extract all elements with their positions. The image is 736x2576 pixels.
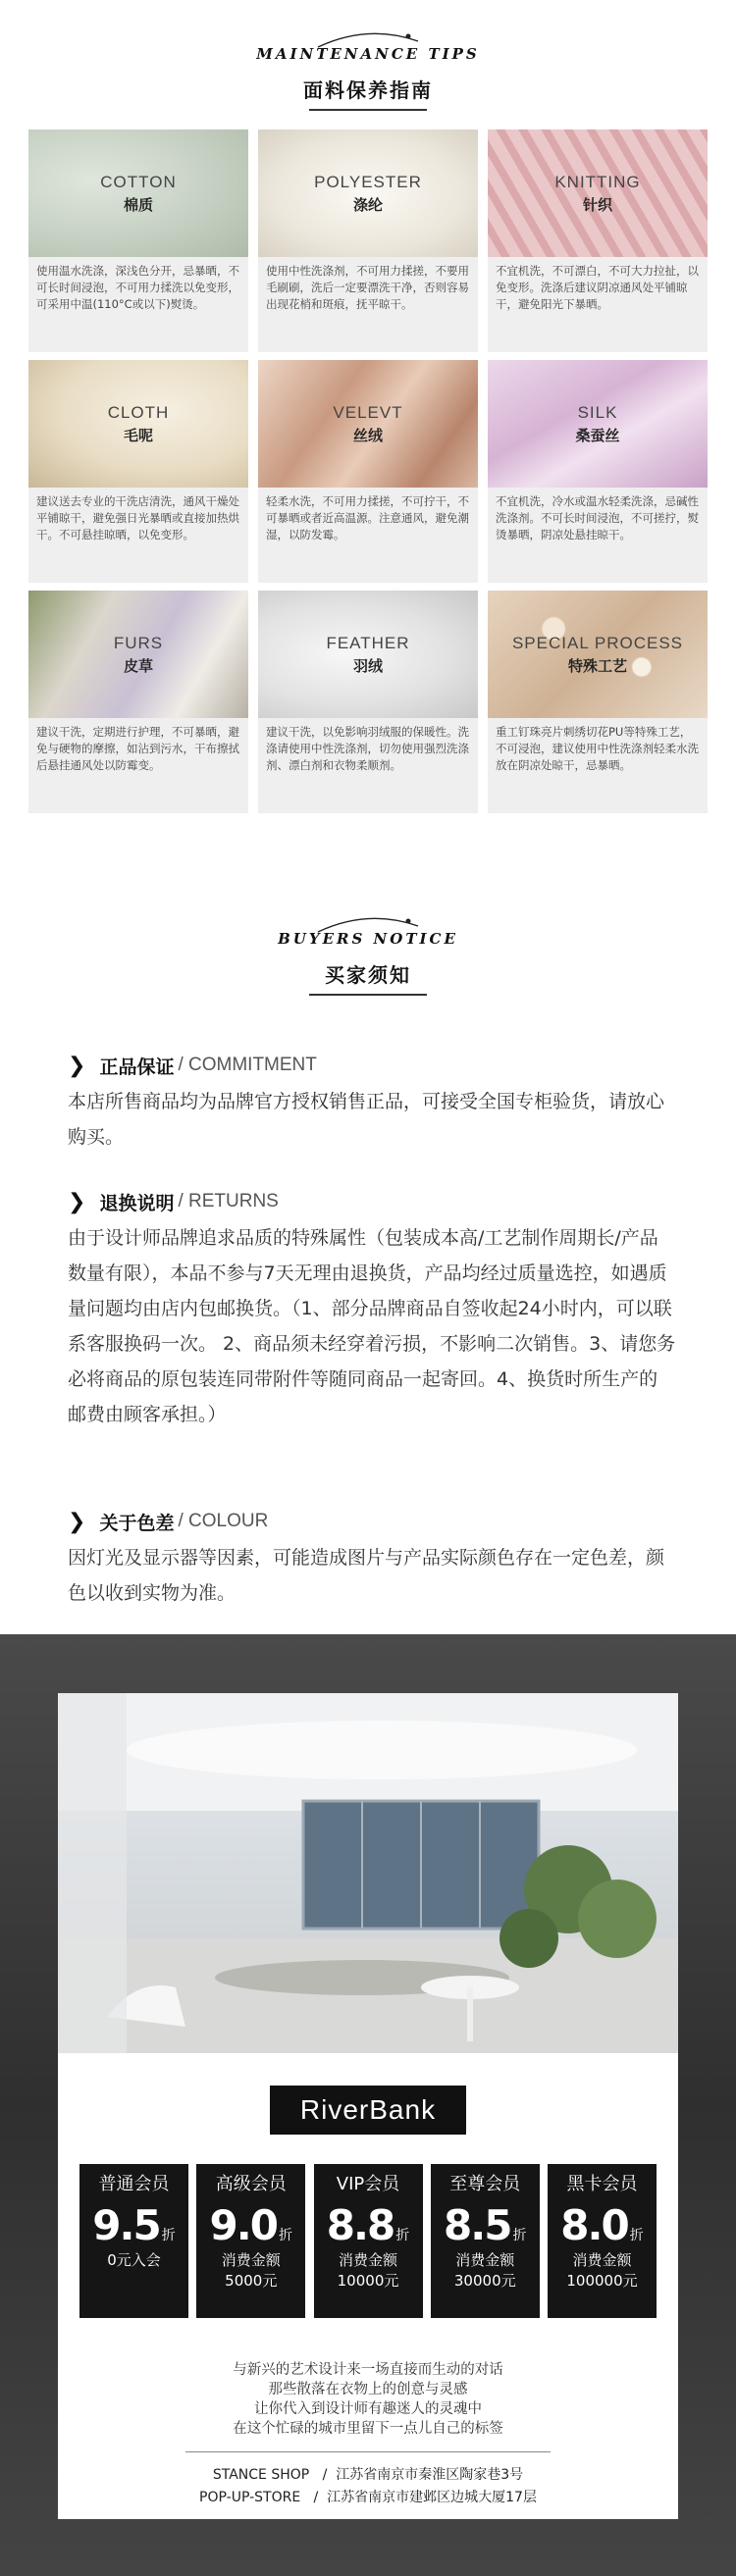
- fabric-cn-name: 羽绒: [352, 656, 383, 675]
- notice-heading-en: / COLOUR: [178, 1511, 269, 1531]
- notice-cn-title: 买家须知: [325, 963, 411, 987]
- fabric-grid: [28, 129, 708, 813]
- fabric-cn-name: 皮草: [123, 656, 153, 675]
- tier-condition: 消费金额: [455, 2251, 515, 2269]
- notice-title-block: [0, 930, 736, 996]
- store-panel: [58, 1693, 678, 2519]
- fabric-en-name: FURS: [113, 633, 164, 652]
- tier-discount-unit: 折: [278, 2228, 292, 2243]
- interior-illustration: [58, 1693, 678, 2053]
- fabric-en-name: VELEVT: [333, 402, 403, 422]
- tier-condition-amount: 100000元: [566, 2272, 638, 2290]
- tier-name: 普通会员: [98, 2174, 170, 2194]
- fabric-cn-name: 桑蚕丝: [575, 426, 620, 444]
- maintenance-header: [0, 45, 736, 111]
- fabric-care-text: 使用中性洗涤剂，不可用力揉搓，不要用毛刷刷，洗后一定要漂洗干净，否则容易出现花梢和斑痕，抚平晾干。: [258, 257, 478, 352]
- title-underline: [309, 109, 427, 111]
- tier-discount-unit: 折: [161, 2228, 176, 2243]
- fabric-card-silk: [488, 360, 708, 583]
- tier-discount-wrap: [314, 2201, 423, 2249]
- notice-body: 本店所售商品均为品牌官方授权销售正品，可接受全国专柜验货，请放心购买。: [68, 1091, 665, 1148]
- fabric-care-text: 建议送去专业的干洗店清洗，通风干燥处平铺晾干，避免强日光暴晒或直接加热烘干。不可悬挂晾晒，以免变形。: [28, 488, 248, 583]
- tier-discount: 9.0: [209, 2201, 277, 2249]
- fabric-cn-name: 涤纶: [352, 195, 383, 214]
- fabric-card-velvet: [258, 360, 478, 583]
- tier-discount: 8.5: [444, 2201, 511, 2249]
- fabric-cn-name: 特殊工艺: [567, 656, 627, 675]
- fabric-card-feather: [258, 591, 478, 813]
- fabric-en-name: SILK: [577, 402, 618, 422]
- fabric-care-text: 轻柔水洗，不可用力揉搓，不可拧干，不可暴晒或者近高温源。注意通风，避免潮湿，以防发霉。: [258, 488, 478, 583]
- fabric-swatch: [488, 591, 708, 718]
- tier-name: 至尊会员: [449, 2174, 521, 2194]
- address-line: STANCE SHOP / 江苏省南京市秦淮区陶家巷3号: [212, 2467, 524, 2483]
- notice-body: 由于设计师品牌追求品质的特殊属性（包装成本高/工艺制作周期长/产品 数量有限），本品不参与7天无理由退换货，产品均经过质量选控，如遇质量问题均由店内包邮换货。（1、部分品牌商品自签收起24小时内，可以联系客服换码一次。 2、商品须未经穿着污损，不影响二次销售。3、请您务必将商品的原包装连同带附件等随同商品一起寄回。4、换货时所生产的邮费由顾客承担。）: [68, 1227, 676, 1425]
- tier-card: [79, 2164, 188, 2318]
- fabric-card-special-process: [488, 591, 708, 813]
- fabric-en-name: SPECIAL PROCESS: [511, 633, 684, 652]
- fabric-en-name: CLOTH: [107, 402, 170, 422]
- tier-condition: 消费金额: [221, 2251, 281, 2269]
- notice-heading-cn: 正品保证: [99, 1056, 175, 1078]
- maintenance-cn-title: 面料保养指南: [303, 78, 433, 102]
- slogan-line: 在这个忙碌的城市里留下一点儿自己的标签: [233, 2421, 503, 2437]
- title-underline: [309, 994, 427, 996]
- fabric-swatch: [28, 360, 248, 488]
- notice-commitment: [68, 1051, 676, 1155]
- notice-heading-cn: 关于色差: [99, 1512, 175, 1534]
- fabric-care-text: 不宜机洗，冷水或温水轻柔洗涤，忌碱性洗涤剂。不可长时间浸泡，不可搓拧，熨烫暴晒，阴凉处悬挂晾干。: [488, 488, 708, 583]
- fabric-swatch: [258, 360, 478, 488]
- fabric-swatch: [258, 591, 478, 718]
- swoosh-decoration-icon: [314, 27, 422, 51]
- maintenance-en-title: MAINTENANCE TIPS: [256, 45, 480, 63]
- slogan-line: 让你代入到设计师有趣迷人的灵魂中: [254, 2401, 482, 2417]
- notice-body: 因灯光及显示器等因素，可能造成图片与产品实际颜色存在一定色差，颜色以收到实物为准。: [68, 1547, 665, 1604]
- notice-heading-en: / COMMITMENT: [178, 1055, 317, 1075]
- tier-discount-unit: 折: [395, 2228, 410, 2243]
- fabric-cn-name: 针织: [582, 195, 612, 214]
- tier-discount: 9.5: [92, 2201, 160, 2249]
- swoosh-decoration-icon: [314, 912, 422, 936]
- tier-condition-amount: 5000元: [225, 2272, 278, 2290]
- maintenance-section: [0, 45, 736, 111]
- address-line: POP-UP-STORE / 江苏省南京市建邺区边城大厦17层: [199, 2490, 537, 2505]
- fabric-en-name: POLYESTER: [314, 172, 422, 191]
- fabric-cn-name: 棉质: [123, 195, 153, 214]
- notice-heading: [68, 1507, 676, 1536]
- fabric-care-text: 重工钉珠亮片刺绣切花PU等特殊工艺，不可浸泡，建议使用中性洗涤剂轻柔水洗放在阴凉处晾干，忌暴晒。: [488, 718, 708, 813]
- notice-returns: [68, 1187, 676, 1432]
- tier-discount-wrap: [431, 2201, 540, 2249]
- tier-discount-wrap: [79, 2201, 188, 2249]
- fabric-swatch: [488, 360, 708, 488]
- tier-card: [196, 2164, 305, 2318]
- fabric-card-furs: [28, 591, 248, 813]
- store-addresses: [58, 2464, 678, 2509]
- tier-condition-amount: 30000元: [453, 2272, 516, 2290]
- notice-colour: [68, 1507, 676, 1611]
- divider: [185, 2451, 551, 2452]
- notice-heading-cn: 退换说明: [99, 1192, 175, 1214]
- fabric-care-text: 使用温水洗涤，深浅色分开，忌暴晒，不可长时间浸泡，不可用力揉洗以免变形，可采用中温(110°C或以下)熨烫。: [28, 257, 248, 352]
- chevron-right-icon: ❯: [68, 1053, 86, 1078]
- tier-name: VIP会员: [336, 2174, 400, 2194]
- fabric-en-name: KNITTING: [554, 172, 641, 191]
- fabric-swatch: [488, 129, 708, 257]
- tier-condition: 消费金额: [572, 2251, 632, 2269]
- buyers-notice-header: [0, 930, 736, 996]
- tier-discount-unit: 折: [629, 2228, 644, 2243]
- fabric-swatch: [28, 129, 248, 257]
- fabric-care-text: 建议干洗，定期进行护理，不可暴晒，避免与硬物的摩擦，如沾到污水，干布擦拭后悬挂通风处以防霉变。: [28, 718, 248, 813]
- membership-tiers: [79, 2164, 657, 2321]
- tier-discount: 8.0: [560, 2201, 628, 2249]
- tier-condition: 消费金额: [338, 2251, 397, 2269]
- tier-condition-amount: 10000元: [337, 2272, 399, 2290]
- slogan-line: 那些散落在衣物上的创意与灵感: [268, 2382, 468, 2397]
- fabric-care-text: 建议干洗，以免影响羽绒服的保暖性。洗涤请使用中性洗涤剂，切勿使用强烈洗涤剂、漂白剂和衣物柔顺剂。: [258, 718, 478, 813]
- store-section: [0, 1634, 736, 2576]
- fabric-care-text: 不宜机洗，不可漂白，不可大力拉扯，以免变形。洗涤后建议阴凉通风处平铺晾干，避免阳光下暴晒。: [488, 257, 708, 352]
- fabric-cn-name: 丝绒: [352, 426, 383, 444]
- tier-card: [314, 2164, 423, 2318]
- fabric-en-name: FEATHER: [326, 633, 410, 652]
- brand-logo: RiverBank: [270, 2086, 466, 2135]
- tier-name: 黑卡会员: [566, 2174, 638, 2194]
- tier-discount-unit: 折: [512, 2228, 527, 2243]
- slogan-line: 与新兴的艺术设计来一场直接而生动的对话: [233, 2362, 503, 2378]
- tier-card: [548, 2164, 657, 2318]
- fabric-swatch: [258, 129, 478, 257]
- tier-condition: 0元入会: [107, 2251, 161, 2269]
- fabric-en-name: COTTON: [100, 172, 177, 191]
- notice-heading: [68, 1051, 676, 1080]
- tier-card: [431, 2164, 540, 2318]
- chevron-right-icon: ❯: [68, 1189, 86, 1214]
- tier-name: 高级会员: [215, 2174, 287, 2194]
- fabric-cn-name: 毛呢: [123, 426, 153, 444]
- fabric-card-knitting: [488, 129, 708, 352]
- chevron-right-icon: ❯: [68, 1509, 86, 1534]
- fabric-card-cloth: [28, 360, 248, 583]
- tier-discount-wrap: [196, 2201, 305, 2249]
- fabric-card-cotton: [28, 129, 248, 352]
- tier-discount-wrap: [548, 2201, 657, 2249]
- fabric-swatch: [28, 591, 248, 718]
- fabric-card-polyester: [258, 129, 478, 352]
- notice-heading: [68, 1187, 676, 1216]
- notice-en-title: BUYERS NOTICE: [278, 930, 458, 948]
- brand-slogan: [58, 2360, 678, 2439]
- tier-discount: 8.8: [326, 2201, 394, 2249]
- notice-heading-en: / RETURNS: [178, 1191, 279, 1211]
- store-interior-photo: [58, 1693, 678, 2053]
